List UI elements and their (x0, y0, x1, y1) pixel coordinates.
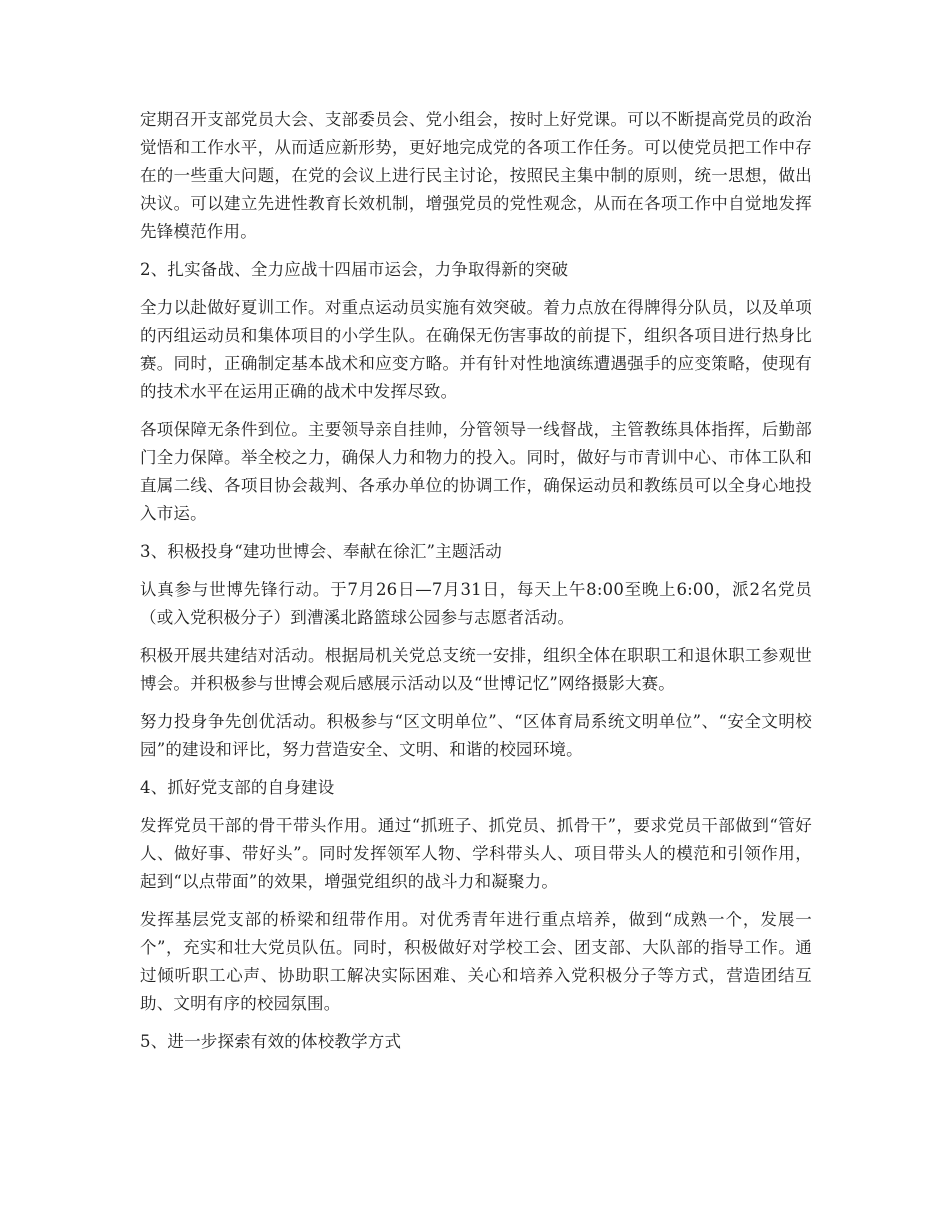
section-heading-5: 5、进一步探索有效的体校教学方式 (140, 1032, 402, 1051)
section-heading-3: 3、积极投身“建功世博会、奉献在徐汇”主题活动 (140, 542, 502, 561)
paragraph-summer-training: 全力以赴做好夏训工作。对重点运动员实施有效突破。着力点放在得牌得分队员，以及单项的丙组运动员和集体项目的小学生队。在确保无伤害事故的前提下，组织各项目进行热身比赛。同时，正确制定基本战术和应变方略。并有针对性地演练遭遇强手的应变策略，使现有的技术水平在运用正确的战术中发挥尽致。 (140, 298, 812, 401)
section-heading-4: 4、抓好党支部的自身建设 (140, 778, 335, 797)
document-page (140, 106, 812, 1066)
paragraph-branch-bridge: 发挥基层党支部的桥梁和纽带作用。对优秀青年进行重点培养，做到“成熟一个，发展一个”，充实和壮大党员队伍。同时，积极做好对学校工会、团支部、大队部的指导工作。通过倾听职工心声、协助职工解决实际困难、关心和培养入党积极分子等方式，营造团结互助、文明有序的校园氛围。 (140, 910, 812, 1013)
paragraph-guarantees: 各项保障无条件到位。主要领导亲自挂帅，分管领导一线督战，主管教练具体指挥，后勤部门全力保障。举全校之力，确保人力和物力的投入。同时，做好与市青训中心、市体工队和直属二线、各项目协会裁判、各承办单位的协调工作，确保运动员和教练员可以全身心地投入市运。 (140, 420, 812, 523)
section-heading-2: 2、扎实备战、全力应战十四届市运会，力争取得新的突破 (140, 260, 569, 279)
paragraph-joint-activities: 积极开展共建结对活动。根据局机关党总支统一安排，组织全体在职职工和退休职工参观世博会。并积极参与世博会观后感展示活动以及“世博记忆”网络摄影大赛。 (140, 646, 812, 693)
paragraph-cadre-leadership: 发挥党员干部的骨干带头作用。通过“抓班子、抓党员、抓骨干”，要求党员干部做到“管好人、做好事、带好头”。同时发挥领军人物、学科带头人、项目带头人的模范和引领作用，起到“以点带面”的效果，增强党组织的战斗力和凝聚力。 (140, 816, 812, 891)
paragraph-party-meetings: 定期召开支部党员大会、支部委员会、党小组会，按时上好党课。可以不断提高党员的政治觉悟和工作水平，从而适应新形势，更好地完成党的各项工作任务。可以使党员把工作中存在的一些重大问题，在党的会议上进行民主讨论，按照民主集中制的原则，统一思想，做出决议。可以建立先进性教育长效机制，增强党员的党性观念，从而在各项工作中自觉地发挥先锋模范作用。 (140, 110, 812, 241)
paragraph-excellence-activities: 努力投身争先创优活动。积极参与“区文明单位”、“区体育局系统文明单位”、“安全文明校园”的建设和评比，努力营造安全、文明、和谐的校园环境。 (140, 712, 812, 759)
paragraph-expo-volunteer: 认真参与世博先锋行动。于7月26日—7月31日，每天上午8:00至晚上6:00，派2名党员（或入党积极分子）到漕溪北路篮球公园参与志愿者活动。 (140, 580, 812, 627)
